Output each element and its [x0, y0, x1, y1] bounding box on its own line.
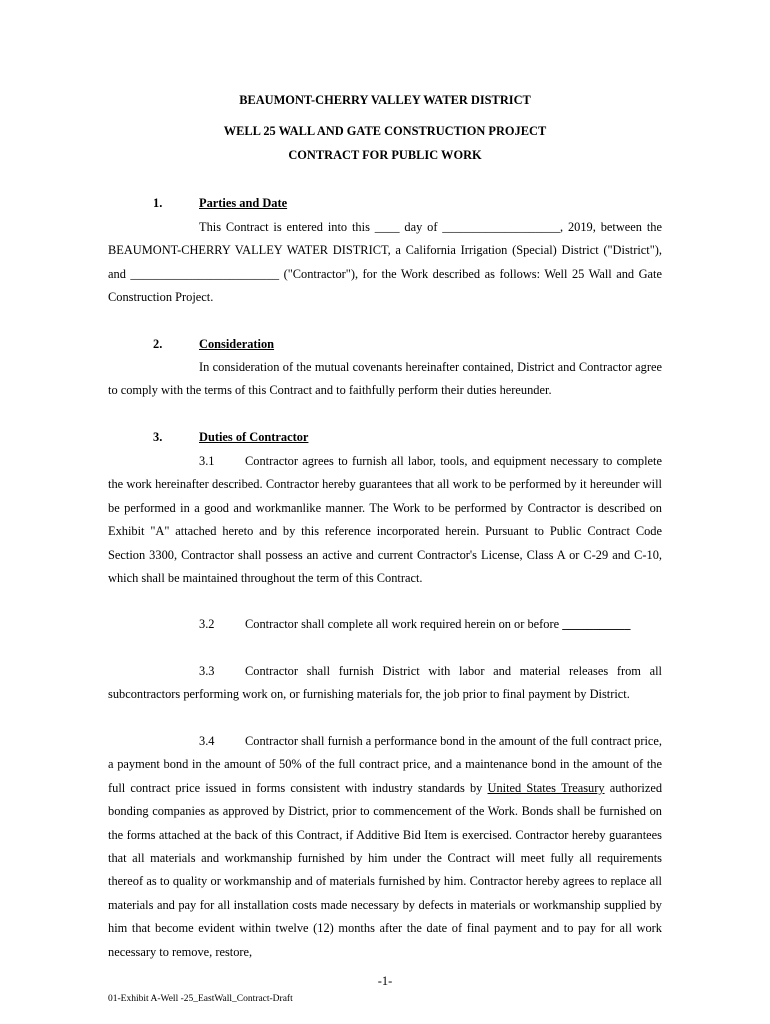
paragraph-3-1-text: Contractor agrees to furnish all labor, tools, and equipment necessary to complete the work hereinafter described. Contractor hereby guarantees that all work to be performed by it hereunder will be performed in a good and workmanlike manner. The Work to be performed by Contractor is described on Exhibit "A" attached hereto and by this reference incorporated herein. Pursuant to Public Contract Code Section 3300, Contractor shall possess an active and current Contractor's License, Class A or C-29 and C-10, which shall be maintained throughout the term of this Contract. — [108, 454, 662, 586]
paragraph-3-4-number: 3.4 — [199, 734, 215, 748]
document-title: CONTRACT FOR PUBLIC WORK — [288, 148, 482, 162]
paragraph-3-3 — [108, 660, 662, 707]
footer-filename: 01-Exhibit A-Well -25_EastWall_Contract-Draft — [108, 994, 293, 1004]
section-1-paragraph — [108, 216, 662, 310]
section-1-heading: Parties and Date — [199, 196, 288, 210]
paragraph-3-3-number: 3.3 — [199, 664, 215, 678]
org-title: BEAUMONT-CHERRY VALLEY WATER DISTRICT — [239, 93, 531, 107]
paragraph-3-3-text: Contractor shall furnish District with labor and material releases from all subcontractors performing work on, or furnishing materials for, the job prior to final payment by District. — [108, 664, 662, 702]
paragraph-3-4 — [108, 730, 662, 964]
paragraph-3-1 — [108, 450, 662, 590]
paragraph-3-2 — [108, 613, 662, 636]
paragraph-3-2-number: 3.2 — [199, 617, 215, 631]
treasury-link-text: United States Treasury — [487, 780, 605, 795]
paragraph-3-2-text: Contractor shall complete all work required herein on or before — [245, 617, 560, 631]
section-2-heading: Consideration — [199, 337, 275, 351]
page-number: -1- — [377, 974, 393, 988]
project-title: WELL 25 WALL AND GATE CONSTRUCTION PROJECT — [223, 124, 547, 138]
section-3-number: 3. — [153, 430, 163, 444]
paragraph-3-4-text-a: Contractor shall furnish a performance bond in the amount of the full contract price, a payment bond in the amount of 50% of the full contract price, and a maintenance bond in the amount of the full contract price issued in forms consistent with industry standards by — [108, 734, 663, 795]
paragraph-3-4-text-b: authorized bonding companies as approved by District, prior to commencement of the Work. Bonds shall be furnished on the forms attached at the back of this Contract, if Additive Bid Item is exercised. Contractor hereby guarantees that all materials and workmanship furnished by him under the Contract will meet fully all requirements thereof as to quality or workmanship and of materials furnished by him. Contractor hereby agrees to replace all materials and pay for all installation costs made necessary by defects in materials or workmanship supplied by him that become evident within twelve (12) months after the date of final payment and to pay for all work necessary to remove, restore, — [108, 780, 663, 959]
section-2-number: 2. — [153, 337, 163, 351]
section-3-heading: Duties of Contractor — [199, 430, 309, 444]
section-2-text: In consideration of the mutual covenants hereinafter contained, District and Contractor agree to comply with the terms of this Contract and to faithfully perform their duties hereunder. — [108, 360, 662, 398]
paragraph-3-1-number: 3.1 — [199, 454, 215, 468]
section-2-paragraph — [108, 356, 662, 403]
section-1-text: This Contract is entered into this ____ day of ___________________, 2019, between the BEAUMONT-CHERRY VALLEY WATER DISTRICT, a California Irrigation (Special) District ("District"), and ________________________ ("Contractor"), for the Work described as follows: Well 25 Wall and Gate Construction Project. — [108, 220, 662, 305]
completion-date-blank: ___________ — [562, 617, 631, 631]
section-1-number: 1. — [153, 196, 163, 210]
